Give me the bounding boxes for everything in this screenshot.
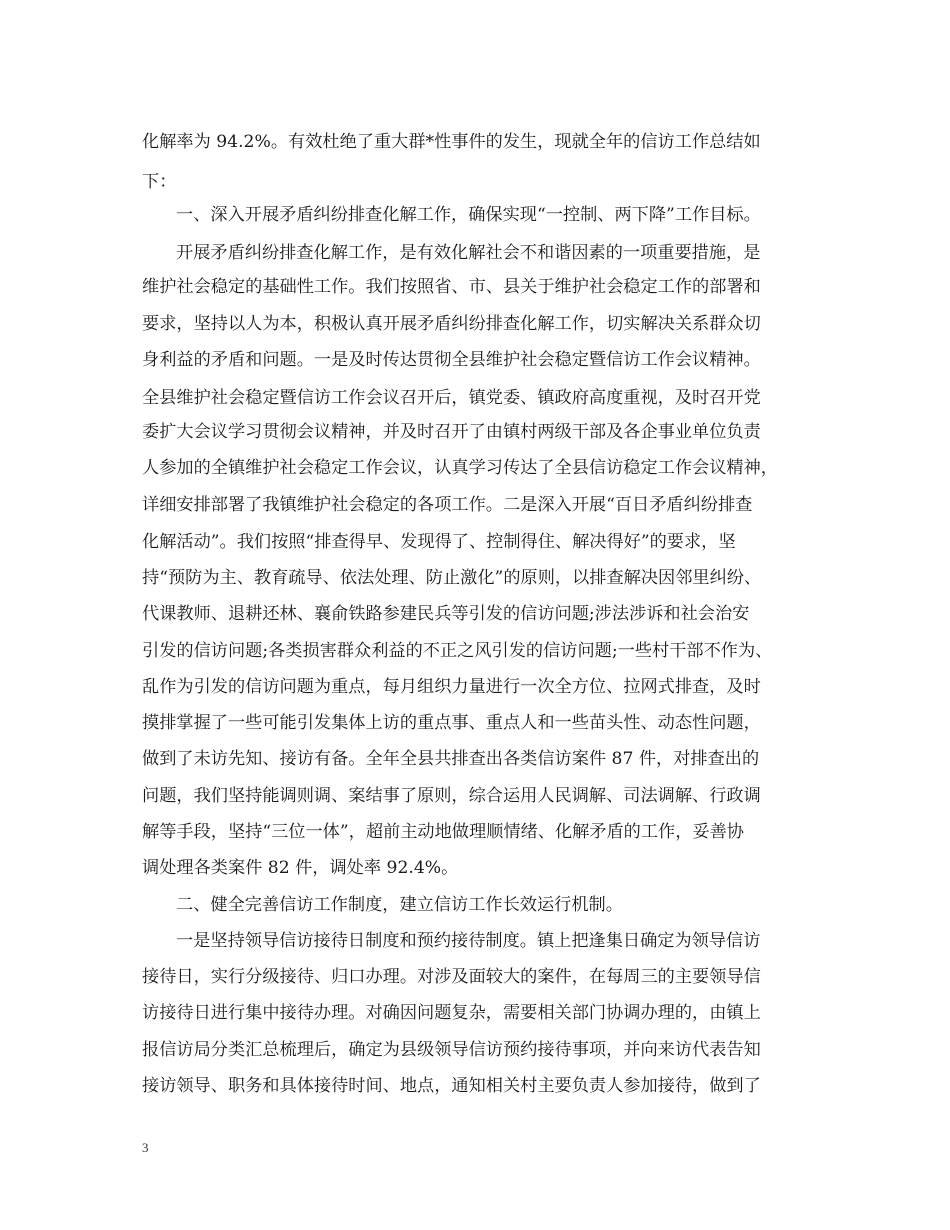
text-line: 解等手段，坚持“三位一体”，超前主动地做理顺情绪、化解矛盾的工作，妥善协 <box>142 822 744 842</box>
text-line: 一是坚持领导信访接待日制度和预约接待制度。镇上把逢集日确定为领导信访 <box>176 931 761 951</box>
text-line: 持“预防为主、教育疏导、依法处理、防止激化”的原则，以排查解决因邻里纠纷、 <box>142 568 762 588</box>
text-line: 接待日，实行分级接待、归口办理。对涉及面较大的案件，在每周三的主要领导信 <box>142 967 761 987</box>
text-line: 详细安排部署了我镇维护社会稳定的各项工作。二是深入开展“百日矛盾纠纷排查 <box>142 495 753 515</box>
text-line: 开展矛盾纠纷排查化解工作，是有效化解社会不和谐因素的一项重要措施，是 <box>176 243 761 263</box>
text-line: 人参加的全镇维护社会稳定工作会议，认真学习传达了全县信访稳定工作会议精神， <box>142 458 778 478</box>
text-line: 乱作为引发的信访问题为重点，每月组织力量进行一次全方位、拉网式排查，及时 <box>142 677 761 697</box>
text-line: 要求，坚持以人为本，积极认真开展矛盾纠纷排查化解工作，切实解决关系群众切 <box>142 314 761 334</box>
text-line: 代课教师、退耕还林、襄俞铁路参建民兵等引发的信访问题;涉法涉诉和社会治安 <box>142 604 750 624</box>
text-line: 接访领导、职务和具体接待时间、地点，通知相关村主要负责人参加接待，做到了 <box>142 1076 761 1096</box>
page-number: 3 <box>142 1140 149 1155</box>
text-line: 访接待日进行集中接待办理。对确因问题复杂，需要相关部门协调办理的，由镇上 <box>142 1003 761 1023</box>
text-line: 摸排掌握了一些可能引发集体上访的重点事、重点人和一些苗头性、动态性问题， <box>142 713 761 733</box>
text-line: 调处理各类案件 82 件，调处率 92.4%。 <box>142 858 459 878</box>
text-line: 引发的信访问题;各类损害群众利益的不正之风引发的信访问题;一些村干部不作为、 <box>142 641 773 661</box>
section-heading: 一、深入开展矛盾纠纷排查化解工作，确保实现“一控制、两下降”工作目标。 <box>176 205 761 225</box>
text-line: 维护社会稳定的基础性工作。我们按照省、市、县关于维护社会稳定工作的部署和 <box>142 277 761 297</box>
section-heading: 二、健全完善信访工作制度，建立信访工作长效运行机制。 <box>176 895 623 915</box>
text-line: 下： <box>142 172 177 192</box>
text-line: 报信访局分类汇总梳理后，确定为县级领导信访预约接待事项，并向来访代表告知 <box>142 1040 761 1060</box>
text-line: 身利益的矛盾和问题。一是及时传达贯彻全县维护社会稳定暨信访工作会议精神。 <box>142 350 761 370</box>
text-line: 委扩大会议学习贯彻会议精神，并及时召开了由镇村两级干部及各企事业单位负责 <box>142 422 761 442</box>
text-line: 化解率为 94.2%。有效杜绝了重大群*性事件的发生，现就全年的信访工作总结如 <box>142 132 761 152</box>
text-line: 化解活动”。我们按照“排查得早、发现得了、控制得住、解决得好”的要求，坚 <box>142 532 736 552</box>
text-line: 做到了未访先知、接访有备。全年全县共排查出各类信访案件 87 件，对排查出的 <box>142 749 760 769</box>
text-line: 全县维护社会稳定暨信访工作会议召开后，镇党委、镇政府高度重视，及时召开党 <box>142 388 761 408</box>
text-line: 问题，我们坚持能调则调、案结事了原则，综合运用人民调解、司法调解、行政调 <box>142 786 761 806</box>
